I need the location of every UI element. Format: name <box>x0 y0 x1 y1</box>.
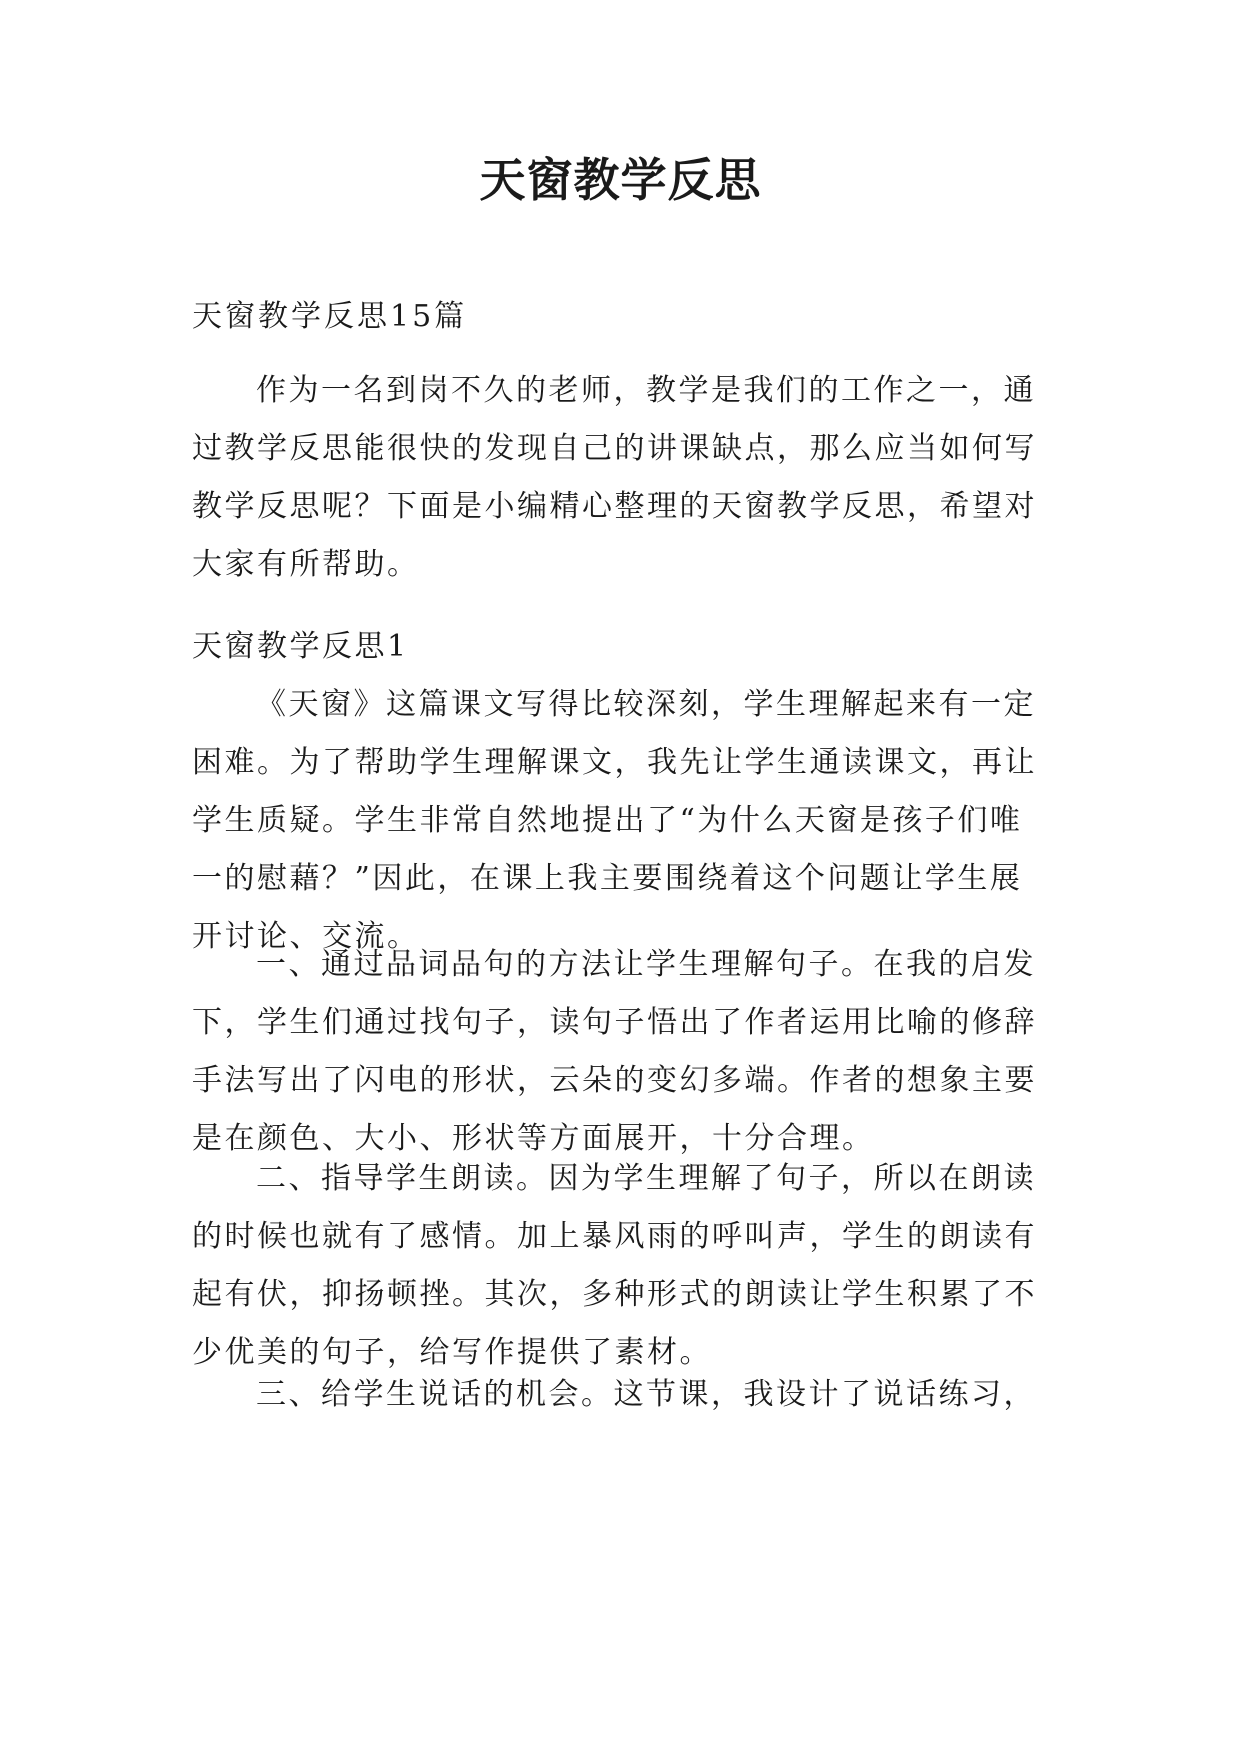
section-heading: 天窗教学反思1 <box>192 629 409 664</box>
paragraph-line: 的时候也就有了感情。加上暴风雨的呼叫声，学生的朗读有 <box>192 1219 1037 1254</box>
paragraph-line: 三、给学生说话的机会。这节课，我设计了说话练习， <box>256 1377 1036 1412</box>
body-paragraph-3 <box>192 1150 1054 1382</box>
paragraph-line: 下，学生们通过找句子，读句子悟出了作者运用比喻的修辞 <box>192 1005 1037 1040</box>
paragraph-line: 少优美的句子，给写作提供了素材。 <box>192 1335 712 1370</box>
document-title: 天窗教学反思 <box>479 153 762 207</box>
paragraph-line: 一的慰藉？”因此，在课上我主要围绕着这个问题让学生展 <box>192 861 1023 896</box>
intro-line: 大家有所帮助。 <box>192 547 420 582</box>
paragraph-line: 起有伏，抑扬顿挫。其次，多种形式的朗读让学生积累了不 <box>192 1277 1037 1312</box>
paragraph-line: 二、指导学生朗读。因为学生理解了句子，所以在朗读 <box>256 1161 1036 1196</box>
body-paragraph-1 <box>192 676 1054 966</box>
intro-line: 作为一名到岗不久的老师，教学是我们的工作之一，通 <box>256 373 1036 408</box>
paragraph-line: 开讨论、交流。 <box>192 919 420 954</box>
body-paragraph-2 <box>192 936 1054 1168</box>
intro-paragraph <box>192 362 1054 594</box>
paragraph-line: 《天窗》这篇课文写得比较深刻，学生理解起来有一定 <box>256 687 1036 722</box>
paragraph-line: 学生质疑。学生非常自然地提出了“为什么天窗是孩子们唯 <box>192 803 1023 838</box>
paragraph-line: 是在颜色、大小、形状等方面展开，十分合理。 <box>192 1121 875 1156</box>
intro-line: 教学反思呢？下面是小编精心整理的天窗教学反思，希望对 <box>192 489 1037 524</box>
intro-line: 过教学反思能很快的发现自己的讲课缺点，那么应当如何写 <box>192 431 1037 466</box>
paragraph-line: 困难。为了帮助学生理解课文，我先让学生通读课文，再让 <box>192 745 1037 780</box>
paragraph-line: 一、通过品词品句的方法让学生理解句子。在我的启发 <box>256 947 1036 982</box>
body-paragraph-4 <box>192 1366 1054 1424</box>
document-subtitle: 天窗教学反思15篇 <box>192 299 468 334</box>
paragraph-line: 手法写出了闪电的形状，云朵的变幻多端。作者的想象主要 <box>192 1063 1037 1098</box>
